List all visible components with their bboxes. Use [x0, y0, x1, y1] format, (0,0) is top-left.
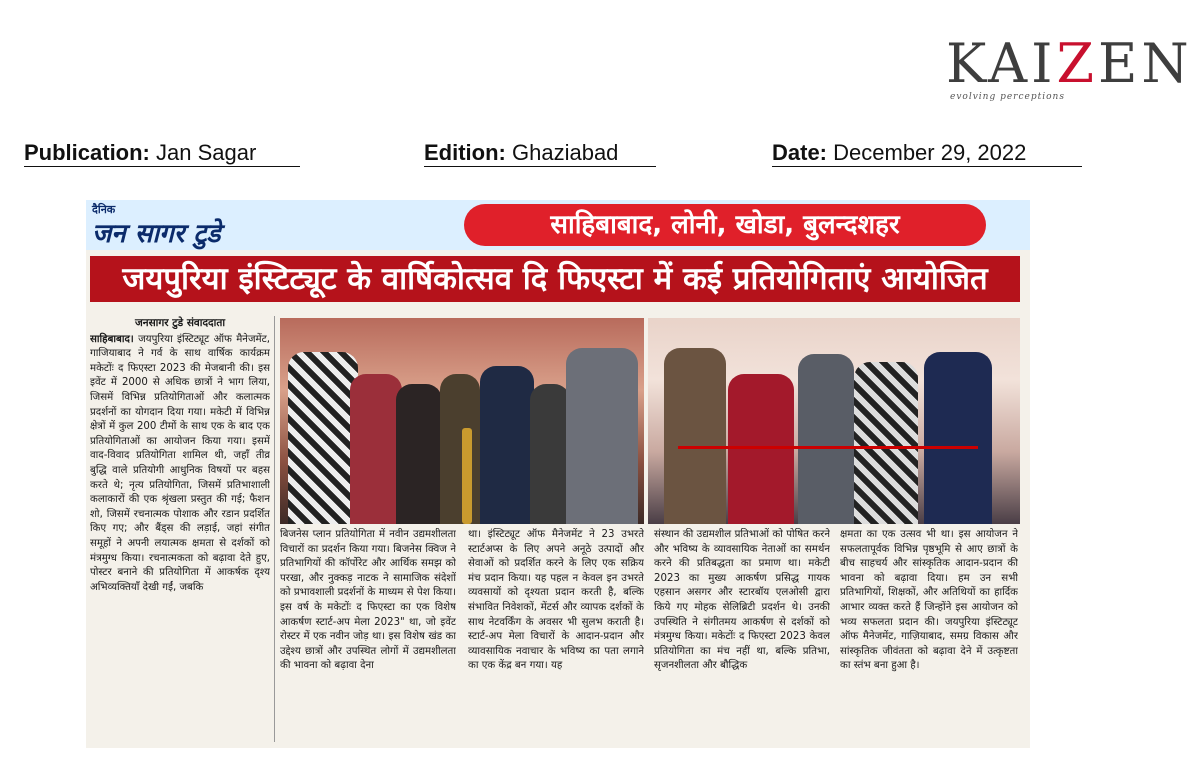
photo-figure	[924, 352, 992, 524]
paper-nameplate	[92, 202, 252, 248]
photo-figure	[462, 428, 472, 524]
article-byline: जनसागर टुडे संवाददाता	[134, 317, 226, 329]
photo-figure	[798, 354, 854, 524]
photo-figure	[350, 374, 402, 524]
article-column-1	[90, 316, 270, 742]
photo-figure	[728, 374, 794, 524]
date-label: Date:	[772, 140, 828, 165]
paper-name-prefix: दैनिक	[92, 203, 116, 216]
photo-figure	[396, 384, 442, 524]
logo-tagline: evolving perceptions	[950, 92, 1065, 102]
photo-figure	[566, 348, 638, 524]
edition-value: Ghaziabad	[512, 140, 619, 165]
photo-figure	[480, 366, 534, 524]
article-headline: जयपुरिया इंस्टिट्यूट के वार्षिकोत्सव दि फिएस्टा में कई प्रतियोगिताएं आयोजित	[90, 256, 1020, 302]
newspaper-clipping	[86, 200, 1030, 748]
edition-field	[424, 140, 656, 167]
cities-banner: साहिबाबाद, लोनी, खोडा, बुलन्दशहर	[464, 204, 986, 246]
photo-lamp-lighting	[280, 318, 644, 524]
edition-label: Edition:	[424, 140, 506, 165]
publication-field	[24, 140, 300, 167]
article-column-4: संस्थान की उद्यमशील प्रतिभाओं को पोषित करने और भविष्य के व्यावसायिक नेताओं का समर्थन करने की प्रतिबद्धता का प्रमाण था। मकेटी 2023 का मुख्य आकर्षण प्रसिद्ध गायक एहसान असगर और स्टारबॉय एलओसी द्वारा किये गए मोहक सेलिब्रिटी प्रदर्शन थे। उनकी उपस्थिति ने संगीतमय आकर्षण से दर्शकों को मंत्रमुग्ध किया। मकेटोंः द फिएस्टा 2023 केवल प्रतियोगिता का मंच नहीं था, बल्कि प्रतिभा, सृजनशीलता और बौद्धिक	[654, 529, 830, 672]
article-column-3: था। इंस्टिट्यूट ऑफ मैनेजमेंट ने 23 उभरते स्टार्टअप्स के लिए अपने अनूठे उत्पादों और सेवाओं को प्रदर्शित करने के लिए एक सक्रिय मंच प्रदान किया। यह पहल न केवल इन उभरते व्यवसायों को दृश्यता प्रदान करती है, बल्कि संभावित निवेशकों, मेंटर्स और व्यापक दर्शकों के साथ नेटवर्किंग के अवसर भी सुलभ कराती है। स्टार्ट-अप मेला विचारों के आदान-प्रदान और व्यावसायिक नवाचार के भविष्य का पता लगाने का एक केंद्र बन गया। यह	[468, 529, 644, 672]
publication-label: Publication:	[24, 140, 150, 165]
photo-figure	[530, 384, 570, 524]
article-column-5: क्षमता का एक उत्सव भी था। इस आयोजन ने सफलतापूर्वक विभिन्न पृष्ठभूमि से आए छात्रों के बीच साहचर्य और सांस्कृतिक आदान-प्रदान की भावना को बढ़ावा दिया। हम उन सभी प्रतिभागियों, शिक्षकों, और अतिथियों का हार्दिक आभार व्यक्त करते हैं जिन्होंने इस आयोजन को भव्य सफलता प्रदान की। जयपुरिया इंस्टिट्यूट ऑफ मैनेजमेंट, गाज़ियाबाद, समग्र विकास और सांस्कृतिक जीवंतता को बढ़ावा देने में उत्कृष्टता का स्तंभ बना हुआ है।	[840, 529, 1018, 672]
column-divider	[274, 316, 275, 742]
photo-ribbon-cutting	[648, 318, 1020, 524]
photo-figure	[440, 374, 480, 524]
article-column-2: बिजनेस प्लान प्रतियोगिता में नवीन उद्यमशीलता विचारों का प्रदर्शन किया गया। बिजनेस क्विज ने प्रतिभागियों की कॉर्पोरेट और आर्थिक समझ को परखा, और नुक्कड़ नाटक ने सामाजिक संदेशों को प्रभावशाली प्रदर्शनों के माध्यम से पेश किया। इस वर्ष के मकेटोंः द फिएस्टा का एक विशेष आकर्षण स्टार्ट-अप मेला 2023" था, जो इवेंट रोस्टर में एक नवीन जोड़ था। इस विशेष खंड का उद्देश्य छात्रों और उपस्थित लोगों में उद्यमशीलता की भावना को बढ़ावा देना	[280, 529, 456, 672]
photo-figure	[854, 362, 918, 524]
kaizen-logo	[946, 28, 1193, 106]
newspaper-masthead	[86, 200, 1030, 250]
date-value: December 29, 2022	[833, 140, 1027, 165]
article-column-text: जयपुरिया इंस्टिट्यूट ऑफ मैनेजमेंट, गाजियाबाद ने गर्व के साथ वार्षिक कार्यक्रम मकेटोंः द फिएस्टा 2023 की मेजबानी की। इस इवेंट में 2000 से अधिक छात्रों ने भाग लिया, जिसमें विभिन्न प्रतियोगिताओं और कलात्मक प्रदर्शनों का योगदान दिया गया। मकेटी में विभिन्न क्षेत्रों में कुल 200 टीमों के साथ एक के बाद एक प्रतियोगिताओं का आयोजन किया गया। इसमें वाद-विवाद प्रतियोगिता शामिल थी, जहाँ तीव्र बुद्धि वाले प्रतियोगी आधुनिक विषयों पर बहस करते थे; नृत्य प्रतियोगिता, जिसमें प्रतिभाशाली कलाकारों की एक श्रृंखला प्रस्तुत की गई; फैशन शो, जिसमें रचनात्मक पोशाक और रडान प्रदर्शित किए गए; और बैंड्स की लड़ाई, जहां संगीत समूहों ने अपनी लयात्मक क्षमता से दर्शकों को मंत्रमुग्ध किया। रचनात्मकता को बढ़ावा देते हुए, पोस्टर बनाने की प्रतियोगिता में आकर्षक दृश्य अभिव्यक्तियाँ देखी गईं, जबकि	[90, 333, 270, 593]
photo-figure	[288, 352, 358, 524]
article-dateline: साहिबाबाद।	[90, 333, 134, 345]
paper-name: जन सागर टुडे	[92, 219, 221, 249]
photo-figure	[664, 348, 726, 524]
logo-wordmark: KAIZEN	[946, 32, 1193, 95]
date-field	[772, 140, 1082, 167]
publication-value: Jan Sagar	[156, 140, 257, 165]
photo-ribbon	[678, 446, 978, 449]
logo-z-letter: Z	[1056, 32, 1099, 95]
